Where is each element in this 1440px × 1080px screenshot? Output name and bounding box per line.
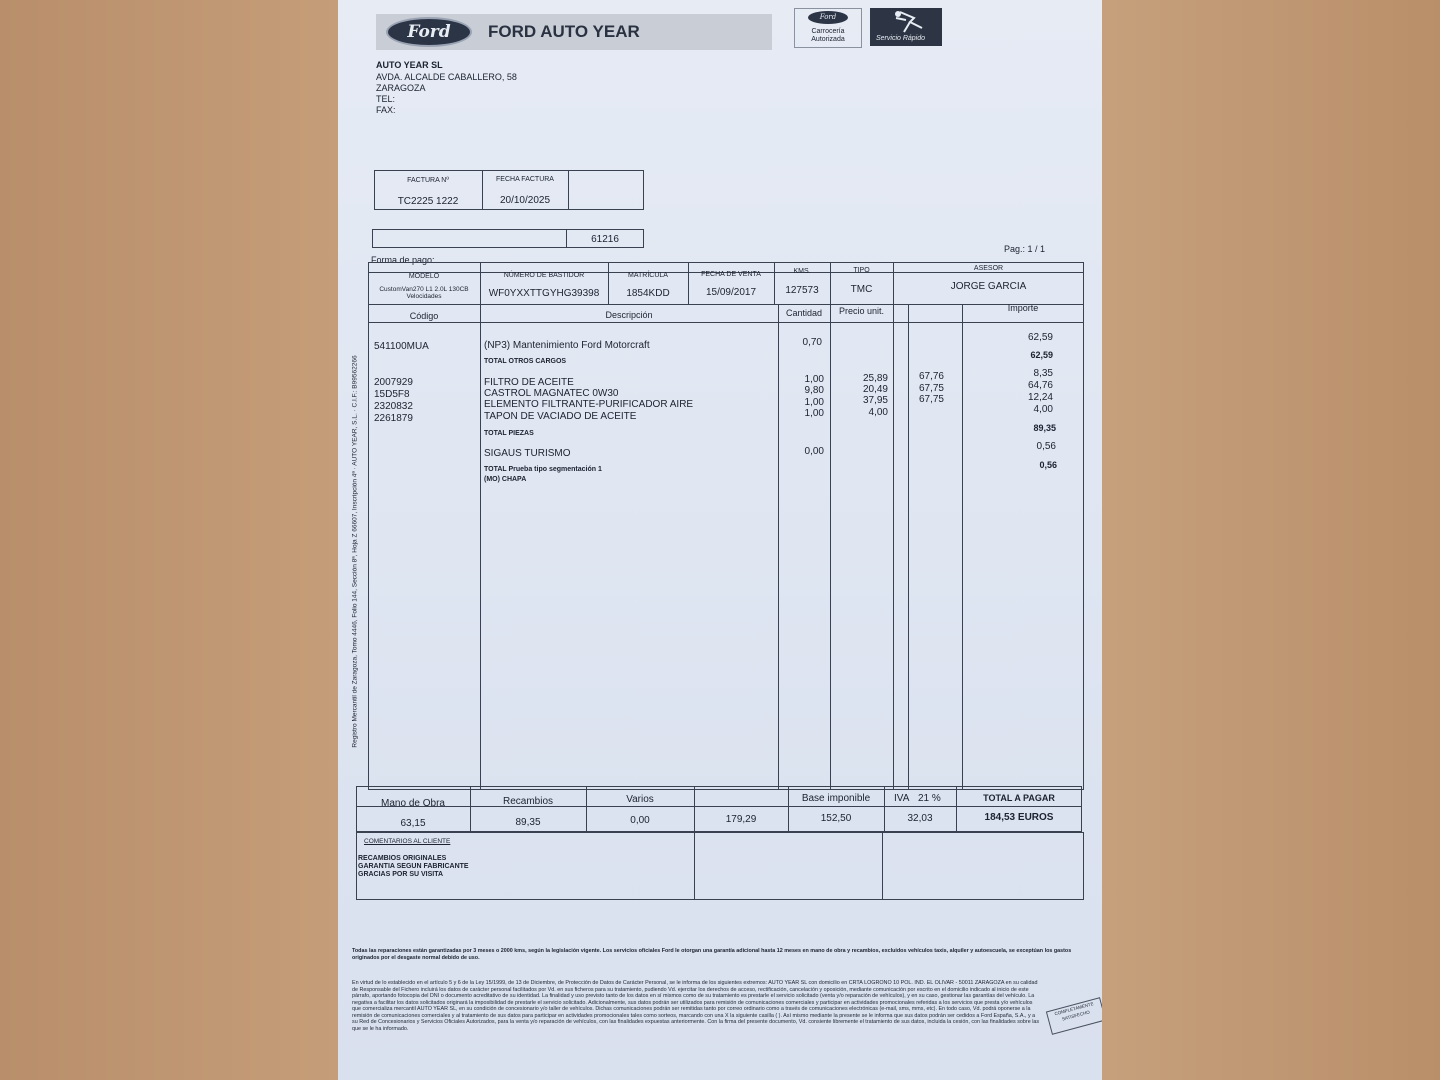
invoice-paper <box>338 0 1102 1080</box>
company-title: FORD AUTO YEAR <box>488 22 640 41</box>
privacy-text: En virtud de lo establecido en el artículo 5 y 6 de la Ley 15/1999, de 13 de Diciembre, de Protección de Datos de Carácter Personal, se le informa de los siguientes extremos: AUTO YEAR SL con domicilio en CRTA LOGROÑO 10 POL. IND. EL OLIVAR - 50011 ZARAGOZA en su calidad de Responsable del Fichero incluirá los datos de carácter personal facilitados por Vd. en sus ficheros para su tratamiento, pudiendo Vd. ejercitar los derechos de acceso, rectificación, cancelación y oposición, mediante comunicación por escrito en el domicilio indicado al inicio de este párrafo, aportando fotocopia del DNI o documento acreditativo de su identidad. La finalidad y uso previsto tanto de los datos en sí mismos como de su tratamiento es prestarle el servicio solicitado (venta y/o reparación de vehículos), y en su caso, gestionar las garantías del vehículo. La negativa a facilitar los datos solicitados originará la imposibilidad de prestarle el servicio solicitado. Adicionalmente, sus datos podrán ser utilizados para remisión de comunicaciones comerciales y participar en actividades promocionales referidas a los servicios que presta y/o vehículos que comercializa mercantil AUTO YEAR SL, en su condición de concesionario y/o taller de vehículos. Dichas comunicaciones podrán ser remitidas tanto por correo ordinario como a través de comunicaciones electrónicas (e-mail, sms, mms, etc). En todo caso, Vd. podrá oponerse a la remisión de comunicaciones comerciales y al tratamiento de sus datos para participar en actividades promocionales tales como sorteos, marcando con una X la siguiente casilla ( ). Así mismo mediante la presente se le informa que sus datos podrán ser cedidos a Ford España, S.A., y a su Red de Concesionarios y Servicios Oficiales Autorizados, para la venta y/o reparación de vehículos, con las finalidades expuestas anteriormente. Con la firma del presente documento, Vd. consiente libremente el tratamiento de sus datos, incluida la cesión, con las finalidades sobre las que se le ha informado. <box>352 980 1040 1032</box>
servicio-rapido-logo: Servicio Rápido <box>870 8 942 46</box>
background-surface-right <box>1100 0 1440 1080</box>
company-tel-label: TEL: <box>376 94 396 104</box>
line-description: TOTAL OTROS CARGOS <box>484 358 567 365</box>
parts-amount: 89,35 <box>515 817 541 828</box>
line-description: ELEMENTO FILTRANTE-PURIFICADOR AIRE <box>484 399 694 410</box>
parts-label: Recambios <box>502 796 554 807</box>
warranty-text: Todas las reparaciones están garantizadas por 3 meses o 2000 kms, según la legislación vigente. Los servicios oficiales Ford le otorgan una garantía adicional hasta 12 meses en mano de obra y recambios, excluidos vehículos taxis, alquiler y autoescuela, se exceptúan los gastos originados por el desgaste normal debido de uso. <box>352 948 1072 961</box>
line-description: (NP3) Mantenimiento Ford Motorcraft <box>484 340 650 351</box>
satisfaction-stamp: COMPLETAMENTE SATISFECHO <box>1046 997 1102 1035</box>
line-code: 2007929 <box>374 377 413 388</box>
line-amount: 62,59 <box>1030 350 1053 360</box>
invoice-number: TC2225 1222 <box>397 196 459 207</box>
header-bastidor: NÚMERO DE BASTIDOR <box>503 272 585 279</box>
line-description: TOTAL Prueba tipo segmentación 1 <box>484 466 602 473</box>
line-amount: 0,56 <box>1039 460 1057 470</box>
misc-label: Varios <box>626 794 654 805</box>
line-price: 20,49 <box>862 384 888 395</box>
line-code: 541100MUA <box>374 341 429 352</box>
labor-amount: 63,15 <box>400 818 426 829</box>
line-quantity: 1,00 <box>804 374 824 385</box>
vehicle-model: CustomVan270 L1 2.0L 130CB Velocidades <box>379 286 469 300</box>
customer-code: 61216 <box>591 234 619 245</box>
company-address: AVDA. ALCALDE CABALLERO, 58 <box>376 72 517 82</box>
header-kms: KMS. <box>793 268 811 275</box>
line-discount: 67,75 <box>918 394 944 405</box>
header-fecha-venta: FECHA DE VENTA <box>701 271 761 278</box>
comments-label: COMENTARIOS AL CLIENTE <box>364 838 451 845</box>
lines-table <box>368 262 1084 790</box>
comments-line-2: GARANTIA SEGUN FABRICANTE <box>358 863 469 870</box>
vat-amount: 32,03 <box>907 813 933 824</box>
line-amount: 4,00 <box>1033 404 1053 415</box>
line-amount: 8,35 <box>1033 368 1053 379</box>
page-number: Pag.: 1 / 1 <box>1004 244 1046 254</box>
invoice-date-label: FECHA FACTURA <box>496 176 554 183</box>
carroceria-caption: Carrocería Autorizada <box>811 28 845 43</box>
header-descripcion: Descripción <box>605 310 653 320</box>
line-code: 2320832 <box>374 401 413 412</box>
misc-amount: 0,00 <box>630 815 650 826</box>
vat-label: IVA <box>894 793 910 804</box>
line-quantity: 1,00 <box>804 397 824 408</box>
line-description: FILTRO DE ACEITE <box>484 377 574 388</box>
line-price: 37,95 <box>862 395 888 406</box>
line-amount: 64,76 <box>1027 380 1053 391</box>
vat-rate: 21 % <box>918 793 941 804</box>
header-cantidad: Cantidad <box>785 308 823 318</box>
base-amount: 152,50 <box>820 813 852 824</box>
ford-logo: Ford <box>386 17 472 47</box>
header-asesor: ASESOR <box>973 265 1004 272</box>
comments-line-3: GRACIAS POR SU VISITA <box>358 871 444 878</box>
company-name: AUTO YEAR SL <box>376 60 443 70</box>
vehicle-advisor: JORGE GARCIA <box>950 281 1027 292</box>
line-description: TOTAL PIEZAS <box>484 430 534 437</box>
company-fax-label: FAX: <box>376 105 396 115</box>
line-amount: 12,24 <box>1027 392 1053 403</box>
line-quantity: 1,00 <box>804 408 824 419</box>
header-tipo: TIPO <box>853 267 870 274</box>
base-label: Base imponible <box>801 793 871 804</box>
line-description: SIGAUS TURISMO <box>484 448 571 459</box>
background-surface-left <box>0 0 338 1080</box>
line-price: 4,00 <box>868 407 888 418</box>
header-importe: Importe <box>1007 303 1039 313</box>
line-code: 2261879 <box>374 413 413 424</box>
line-discount: 67,76 <box>918 371 944 382</box>
header-modelo: MODELO <box>408 273 440 280</box>
vehicle-plate: 1854KDD <box>626 288 670 299</box>
payment-method-label: Forma de pago: <box>371 255 435 265</box>
mechanic-icon <box>870 8 942 36</box>
comments-line-1: RECAMBIOS ORIGINALES <box>358 855 447 862</box>
total-amount: 184,53 EUROS <box>984 812 1054 823</box>
line-description: TAPON DE VACIADO DE ACEITE <box>484 411 637 422</box>
invoice-date: 20/10/2025 <box>499 195 551 206</box>
line-price: 25,89 <box>862 373 888 384</box>
registry-side-text: Registro Mercantil de Zaragoza, Tomo 4446, Folio 144, Sección 8ª, Hoja Z 66607, Inscripción 4ª · AUTO YEAR, S.L. · C.I.F.: B99562266 <box>351 355 359 748</box>
line-quantity: 0,70 <box>802 337 822 348</box>
line-discount: 67,75 <box>918 383 944 394</box>
line-quantity: 0,00 <box>804 446 824 457</box>
line-description: (MO) CHAPA <box>484 476 527 483</box>
subtotal-amount: 179,29 <box>725 814 757 825</box>
company-city: ZARAGOZA <box>376 83 426 93</box>
line-amount: 0,56 <box>1036 441 1056 452</box>
vehicle-type: TMC <box>850 284 873 295</box>
total-label: TOTAL A PAGAR <box>983 793 1055 803</box>
line-description: CASTROL MAGNATEC 0W30 <box>484 388 619 399</box>
line-amount: 89,35 <box>1033 423 1056 433</box>
vehicle-sale-date: 15/09/2017 <box>705 287 757 298</box>
header-precio-unit: Precio unit. <box>838 306 885 316</box>
vehicle-vin: WF0YXXTTGYHG39398 <box>488 288 600 299</box>
vehicle-kms: 127573 <box>785 285 819 296</box>
labor-label: Mano de Obra <box>381 798 445 809</box>
invoice-number-label: FACTURA Nº <box>407 177 449 184</box>
ford-small-logo: Ford <box>808 11 848 24</box>
line-quantity: 9,80 <box>804 385 824 396</box>
header-codigo: Código <box>409 311 439 321</box>
line-amount: 62,59 <box>1027 332 1053 343</box>
header-matricula: MATRÍCULA <box>628 272 668 279</box>
line-code: 15D5F8 <box>374 389 410 400</box>
